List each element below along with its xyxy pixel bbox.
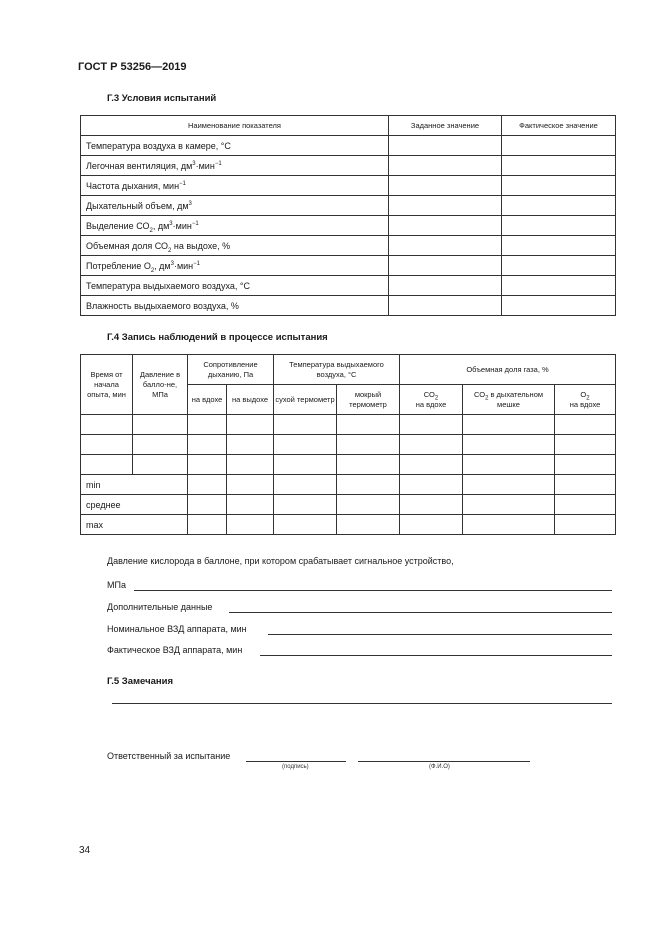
parameter-name: Легочная вентиляция, $дм^3\cdot мин^{-1}$ [81, 156, 389, 176]
column-header-exhale: на выдохе [227, 385, 274, 415]
oxygen-pressure-text: Давление кислорода в баллоне, при котором срабатывает сигнальное устройство, [107, 556, 454, 566]
actual-time-label: Фактическое ВЗД аппарата, мин [107, 645, 243, 655]
column-header: Наименование показателя [81, 116, 389, 136]
data-cell[interactable] [337, 515, 400, 535]
row-label: max [81, 515, 188, 535]
time-cell[interactable] [81, 455, 133, 475]
data-cell[interactable] [227, 415, 274, 435]
data-cell[interactable] [188, 495, 227, 515]
parameter-name: Выделение $СО_2$, $дм^3\cdot мин^{-1}$ [81, 216, 389, 236]
column-header-temperature: Температура выдыхаемого воздуха, °С [274, 355, 400, 385]
row-label: min [81, 475, 188, 495]
data-cell[interactable] [188, 415, 227, 435]
table-row [81, 296, 616, 316]
parameter-name: Температура воздуха в камере, °С [81, 136, 389, 156]
table-row [81, 256, 616, 276]
parameter-name: Дыхательный объем, $дм^3$ [81, 196, 389, 216]
actual-time-field-line[interactable] [260, 655, 612, 656]
section-g4-title: Г.4 Запись наблюдений в процессе испытания [107, 332, 328, 343]
table-row [81, 236, 616, 256]
table-row-average [81, 495, 616, 515]
observations-table [80, 354, 616, 535]
column-header-gas: Объемная доля газа, % [400, 355, 616, 385]
table-row [81, 136, 616, 156]
set-value-cell[interactable] [389, 196, 502, 216]
data-cell[interactable] [400, 455, 463, 475]
actual-value-cell[interactable] [502, 276, 616, 296]
data-cell[interactable] [133, 415, 188, 435]
data-cell[interactable] [555, 475, 616, 495]
table-row [81, 156, 616, 176]
actual-value-cell[interactable] [502, 196, 616, 216]
data-cell[interactable] [188, 515, 227, 535]
table-row [81, 176, 616, 196]
set-value-cell[interactable] [389, 256, 502, 276]
actual-value-cell[interactable] [502, 296, 616, 316]
table-header-row [81, 116, 616, 136]
data-cell[interactable] [337, 455, 400, 475]
column-header-co2-inhale: $СО_2$ на вдохе [400, 385, 463, 415]
data-cell[interactable] [274, 515, 337, 535]
mpa-label: МПа [107, 580, 126, 590]
data-cell[interactable] [400, 475, 463, 495]
data-cell[interactable] [337, 495, 400, 515]
data-cell[interactable] [400, 495, 463, 515]
signature-caption: (подпись) [282, 764, 309, 770]
data-cell[interactable] [227, 435, 274, 455]
data-cell[interactable] [400, 415, 463, 435]
additional-data-field-line[interactable] [229, 612, 612, 613]
responsible-label: Ответственный за испытание [107, 751, 231, 761]
column-header-resistance: Сопротивление дыханию, Па [188, 355, 274, 385]
document-header: ГОСТ Р 53256—2019 [78, 61, 187, 73]
data-cell[interactable] [463, 435, 555, 455]
data-cell[interactable] [555, 415, 616, 435]
set-value-cell[interactable] [389, 236, 502, 256]
data-cell[interactable] [463, 475, 555, 495]
table-row [81, 276, 616, 296]
table-row [81, 435, 616, 455]
additional-data-label: Дополнительные данные [107, 602, 213, 612]
data-cell[interactable] [274, 455, 337, 475]
data-cell[interactable] [463, 515, 555, 535]
data-cell[interactable] [188, 475, 227, 495]
column-header-o2-inhale: $О_2$ на вдохе [555, 385, 616, 415]
column-header-time: Время от начала опыта, мин [81, 355, 133, 415]
data-cell[interactable] [555, 455, 616, 475]
set-value-cell[interactable] [389, 136, 502, 156]
actual-value-cell[interactable] [502, 216, 616, 236]
data-cell[interactable] [188, 435, 227, 455]
table-row [81, 415, 616, 435]
parameter-name: Объемная доля $СО_2$ на выдохе, % [81, 236, 389, 256]
column-header-inhale: на вдохе [188, 385, 227, 415]
table-row [81, 455, 616, 475]
data-cell[interactable] [274, 495, 337, 515]
column-header-co2-bag: $СО_2$ в дыхательном мешке [463, 385, 555, 415]
parameter-name: Влажность выдыхаемого воздуха, % [81, 296, 389, 316]
column-header: Заданное значение [389, 116, 502, 136]
data-cell[interactable] [337, 415, 400, 435]
nominal-time-label: Номинальное ВЗД аппарата, мин [107, 624, 247, 634]
data-cell[interactable] [227, 475, 274, 495]
data-cell[interactable] [463, 415, 555, 435]
actual-value-cell[interactable] [502, 256, 616, 276]
set-value-cell[interactable] [389, 296, 502, 316]
row-label: среднее [81, 495, 188, 515]
set-value-cell[interactable] [389, 156, 502, 176]
parameter-name: Частота дыхания, мин$^{-1}$ [81, 176, 389, 196]
parameter-name: Температура выдыхаемого воздуха, °С [81, 276, 389, 296]
data-cell[interactable] [463, 455, 555, 475]
section-g5-title: Г.5 Замечания [107, 676, 173, 687]
full-name-field-line[interactable] [358, 761, 530, 762]
data-cell[interactable] [337, 435, 400, 455]
data-cell[interactable] [463, 495, 555, 515]
column-header: Фактическое значение [502, 116, 616, 136]
data-cell[interactable] [227, 515, 274, 535]
full-name-caption: (Ф.И.О) [429, 764, 450, 770]
column-header-wet: мокрый термометр [337, 385, 400, 415]
data-cell[interactable] [274, 475, 337, 495]
data-cell[interactable] [133, 455, 188, 475]
table-row [81, 196, 616, 216]
signature-field-line[interactable] [246, 761, 346, 762]
parameter-name: Потребление $О_2$, $дм^3\cdot мин^{-1}$ [81, 256, 389, 276]
table-row-min [81, 475, 616, 495]
time-cell[interactable] [81, 435, 133, 455]
data-cell[interactable] [400, 515, 463, 535]
mpa-field-line[interactable] [134, 590, 612, 591]
data-cell[interactable] [400, 435, 463, 455]
table-header-row [81, 355, 616, 385]
data-cell[interactable] [555, 435, 616, 455]
data-cell[interactable] [555, 495, 616, 515]
data-cell[interactable] [227, 455, 274, 475]
data-cell[interactable] [337, 475, 400, 495]
table-row-max [81, 515, 616, 535]
section-g3-title: Г.3 Условия испытаний [107, 93, 217, 104]
set-value-cell[interactable] [389, 276, 502, 296]
time-cell[interactable] [81, 415, 133, 435]
actual-value-cell[interactable] [502, 136, 616, 156]
nominal-time-field-line[interactable] [268, 634, 612, 635]
column-header-dry: сухой термометр [274, 385, 337, 415]
set-value-cell[interactable] [389, 216, 502, 236]
table-row [81, 216, 616, 236]
data-cell[interactable] [133, 435, 188, 455]
data-cell[interactable] [555, 515, 616, 535]
data-cell[interactable] [274, 415, 337, 435]
actual-value-cell[interactable] [502, 176, 616, 196]
actual-value-cell[interactable] [502, 236, 616, 256]
conditions-table [80, 115, 616, 316]
column-header-pressure: Давление в балло-не, МПа [133, 355, 188, 415]
set-value-cell[interactable] [389, 176, 502, 196]
data-cell[interactable] [227, 495, 274, 515]
actual-value-cell[interactable] [502, 156, 616, 176]
data-cell[interactable] [188, 455, 227, 475]
page-number: 34 [79, 845, 91, 856]
data-cell[interactable] [274, 435, 337, 455]
remarks-field-line[interactable] [112, 703, 612, 704]
